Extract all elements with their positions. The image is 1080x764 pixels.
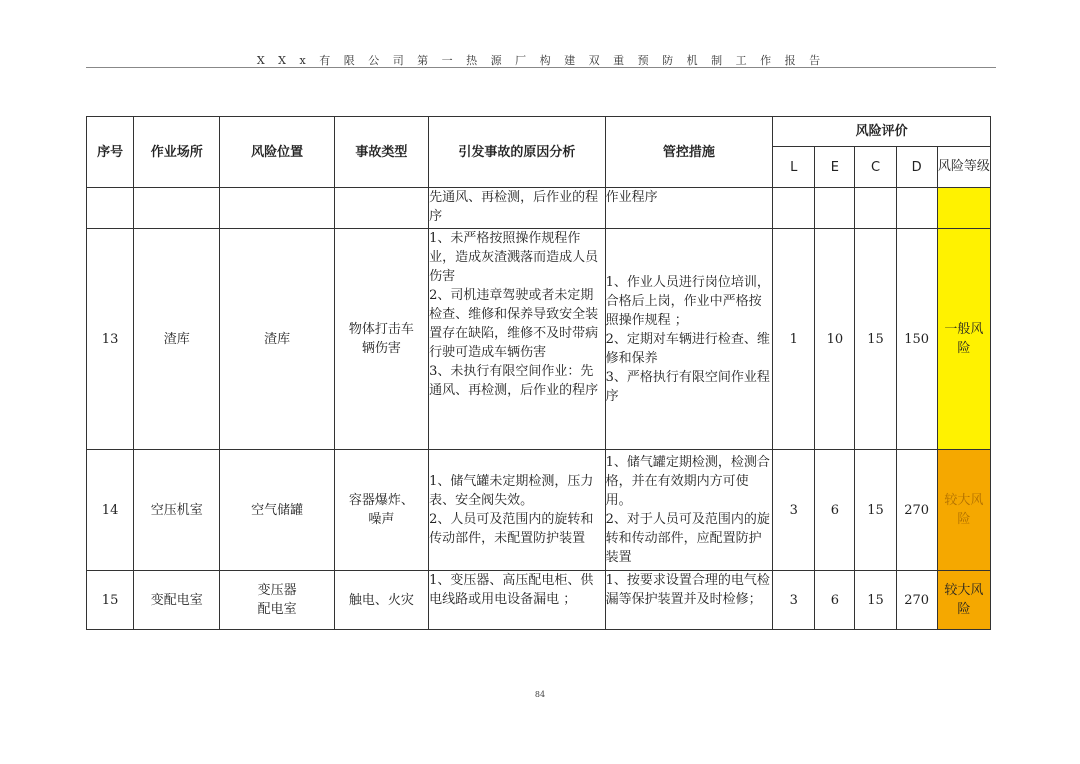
cause-item: 1、储气罐未定期检测，压力表、安全阀失效。 xyxy=(429,474,594,508)
D-value: 270 xyxy=(896,571,937,630)
col-header-cause: 引发事故的原因分析 xyxy=(429,117,606,188)
row-number: 13 xyxy=(87,229,134,450)
page-number: 84 xyxy=(534,690,546,699)
site-cell: 空压机室 xyxy=(134,450,220,571)
col-header-L: L xyxy=(773,147,815,188)
cause-item: 1、未严格按照操作规程作业，造成灰渣溅落而造成人员伤害 xyxy=(429,231,599,284)
cause-cell xyxy=(429,229,606,450)
site-cell: 渣库 xyxy=(134,229,220,450)
measure-item: 2、定期对车辆进行检查、维修和保养 xyxy=(605,331,770,366)
risk-level-badge: 较大风险 xyxy=(937,571,990,630)
measure-item: 2、对于人员可及范围内的旋转和传动部件，应配置防护装置 xyxy=(605,512,770,565)
cause-item: 2、司机违章驾驶或者未定期检查、维修和保养导致安全装置存在缺陷，维修不及时带病行驶可造成车辆伤害 xyxy=(429,288,599,360)
D-value: 270 xyxy=(896,450,937,571)
row-number: 14 xyxy=(87,450,134,571)
C-value: 15 xyxy=(855,571,896,630)
cause-cell xyxy=(429,571,606,630)
page-header-title: X X x 有 限 公 司 第 一 热 源 厂 构 建 双 重 预 防 机 制 工 作 报 告 xyxy=(256,54,826,67)
table-row xyxy=(87,450,991,571)
position-cell: 渣库 xyxy=(220,229,334,450)
site-cell: 变配电室 xyxy=(134,571,220,630)
L-value: 3 xyxy=(773,450,815,571)
col-header-measures: 管控措施 xyxy=(605,117,773,188)
risk-assessment-table xyxy=(86,116,991,630)
col-header-E: E xyxy=(815,147,855,188)
header-row-1 xyxy=(87,117,991,147)
col-header-accident-type: 事故类型 xyxy=(334,117,428,188)
E-value: 6 xyxy=(815,450,855,571)
E-value: 10 xyxy=(815,229,855,450)
position-line: 配电室 xyxy=(257,602,297,617)
header-divider xyxy=(86,67,996,68)
cause-cell: 先通风、再检测，后作业的程序 xyxy=(429,188,606,229)
col-header-position: 风险位置 xyxy=(220,117,334,188)
measure-item: 1、储气罐定期检测，检测合格，并在有效期内方可使用。 xyxy=(605,455,770,508)
D-value: 150 xyxy=(896,229,937,450)
position-cell xyxy=(220,571,334,630)
risk-level-badge: 一般风险 xyxy=(937,229,990,450)
measures-cell xyxy=(605,229,773,450)
table-row xyxy=(87,571,991,630)
col-header-no: 序号 xyxy=(87,117,134,188)
measures-cell xyxy=(605,450,773,571)
col-header-risk-eval: 风险评价 xyxy=(773,117,991,147)
measures-cell xyxy=(605,571,773,630)
L-value: 3 xyxy=(773,571,815,630)
col-header-C: C xyxy=(855,147,896,188)
measures-cell: 作业程序 xyxy=(605,188,773,229)
measure-item: 1、作业人员进行岗位培训，合格后上岗，作业中严格按照操作规程 ； xyxy=(605,274,770,328)
accident-type-cell: 触电、火灾 xyxy=(334,571,428,630)
E-value: 6 xyxy=(815,571,855,630)
position-line: 变压器 xyxy=(257,583,297,598)
risk-level-badge: 较大风险 xyxy=(937,450,990,571)
C-value: 15 xyxy=(855,450,896,571)
col-header-level: 风险等级 xyxy=(937,147,990,188)
L-value: 1 xyxy=(773,229,815,450)
measure-item: 1、按要求设置合理的电气检漏等保护装置并及时检修； xyxy=(605,573,770,607)
cause-item: 1、变压器、高压配电柜、供电线路或用电设备漏电 ； xyxy=(429,573,594,607)
table-row-continued xyxy=(87,188,991,229)
cause-cell xyxy=(429,450,606,571)
col-header-D: D xyxy=(896,147,937,188)
C-value: 15 xyxy=(855,229,896,450)
risk-level-cell xyxy=(937,188,990,229)
accident-type-cell: 容器爆炸、噪声 xyxy=(334,450,428,571)
cause-item: 3、未执行有限空间作业：先通风、再检测，后作业的程序 xyxy=(429,364,599,398)
cause-item: 2、人员可及范围内的旋转和传动部件，未配置防护装置 xyxy=(429,512,594,546)
position-cell: 空气储罐 xyxy=(220,450,334,571)
measure-item: 3、严格执行有限空间作业程序 xyxy=(605,369,770,404)
accident-type-cell: 物体打击车辆伤害 xyxy=(334,229,428,450)
col-header-site: 作业场所 xyxy=(134,117,220,188)
row-number: 15 xyxy=(87,571,134,630)
table-row xyxy=(87,229,991,450)
